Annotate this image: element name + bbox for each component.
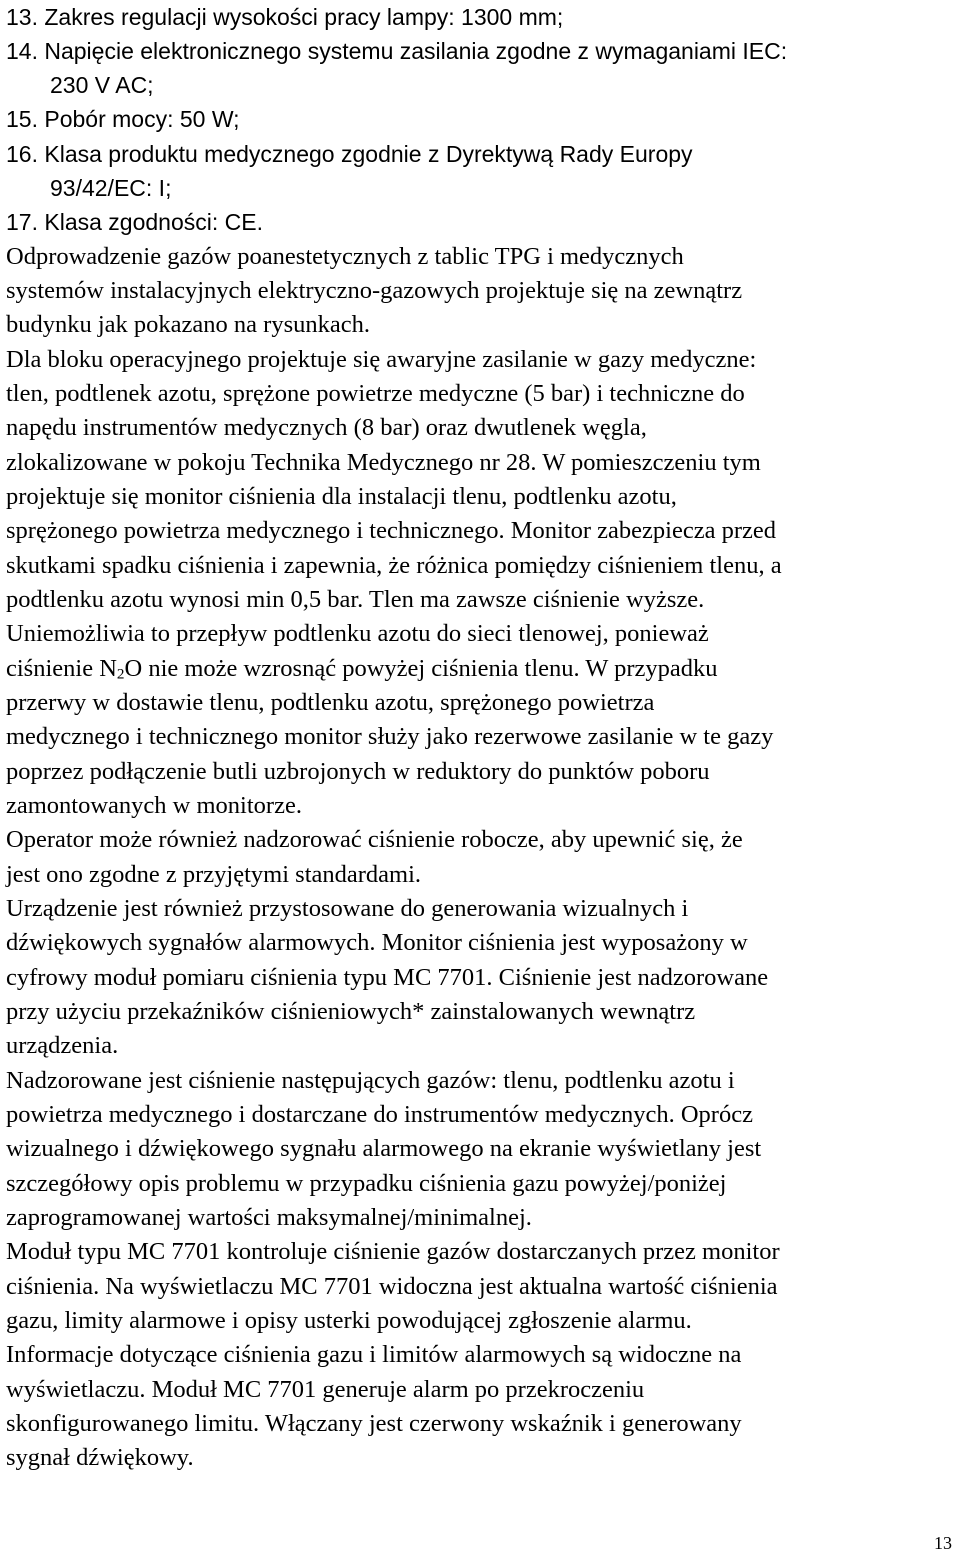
list-item: 17. Klasa zgodności: CE. (6, 209, 263, 235)
text-line: tlen, podtlenek azotu, sprężone powietrze medyczne (5 bar) i techniczne do (6, 380, 745, 407)
text-line: Operator może również nadzorować ciśnienie robocze, aby upewnić się, że (6, 826, 743, 853)
text-line: Moduł typu MC 7701 kontroluje ciśnienie gazów dostarczanych przez monitor (6, 1238, 780, 1265)
subscript: 2 (116, 665, 125, 683)
text-line: przy użyciu przekaźników ciśnieniowych* zainstalowanych wewnątrz (6, 998, 696, 1025)
text-line: cyfrowy moduł pomiaru ciśnienia typu MC 7701. Ciśnienie jest nadzorowane (6, 964, 769, 991)
list-item-continuation: 230 V AC; (50, 72, 154, 98)
text-line: Urządzenie jest również przystosowane do generowania wizualnych i (6, 895, 689, 922)
text-line: wyświetlaczu. Moduł MC 7701 generuje alarm po przekroczeniu (6, 1376, 645, 1403)
text-line: sygnał dźwiękowy. (6, 1444, 194, 1471)
text-line: szczegółowy opis problemu w przypadku ciśnienia gazu powyżej/poniżej (6, 1170, 727, 1197)
text-fragment: O nie może wzrosnąć powyżej ciśnienia tlenu. W przypadku (124, 655, 718, 682)
text-line: jest ono zgodne z przyjętymi standardami. (6, 861, 422, 888)
text-line: systemów instalacyjnych elektryczno-gazowych projektuje się na zewnątrz (6, 277, 743, 304)
list-item: 14. Napięcie elektronicznego systemu zasilania zgodne z wymaganiami IEC: (6, 38, 788, 64)
text-line: napędu instrumentów medycznych (8 bar) oraz dwutlenek węgla, (6, 414, 647, 441)
text-line: wizualnego i dźwiękowego sygnału alarmowego na ekranie wyświetlany jest (6, 1135, 762, 1162)
text-line: poprzez podłączenie butli uzbrojonych w reduktory do punktów poboru (6, 758, 710, 785)
list-item: 13. Zakres regulacji wysokości pracy lampy: 1300 mm; (6, 4, 564, 30)
text-line: skonfigurowanego limitu. Włączany jest czerwony wskaźnik i generowany (6, 1410, 742, 1437)
text-line: powietrza medycznego i dostarczane do instrumentów medycznych. Oprócz (6, 1101, 753, 1128)
page-number: 13 (934, 1533, 952, 1553)
list-item: 15. Pobór mocy: 50 W; (6, 106, 240, 132)
text-line: budynku jak pokazano na rysunkach. (6, 311, 370, 338)
text-line: przerwy w dostawie tlenu, podtlenku azotu, sprężonego powietrza (6, 689, 655, 716)
text-line: Informacje dotyczące ciśnienia gazu i limitów alarmowych są widoczne na (6, 1341, 742, 1368)
text-line: skutkami spadku ciśnienia i zapewnia, że różnica pomiędzy ciśnieniem tlenu, a (6, 552, 782, 579)
list-item: 16. Klasa produktu medycznego zgodnie z Dyrektywą Rady Europy (6, 141, 693, 167)
text-line: zlokalizowane w pokoju Technika Medycznego nr 28. W pomieszczeniu tym (6, 449, 761, 476)
list-item-continuation: 93/42/EC: I; (50, 175, 172, 201)
text-line: projektuje się monitor ciśnienia dla instalacji tlenu, podtlenku azotu, (6, 483, 677, 510)
text-line: Odprowadzenie gazów poanestetycznych z tablic TPG i medycznych (6, 243, 684, 270)
text-line: zaprogramowanej wartości maksymalnej/minimalnej. (6, 1204, 532, 1231)
text-line: zamontowanych w monitorze. (6, 792, 302, 819)
text-line: urządzenia. (6, 1032, 119, 1059)
text-line: sprężonego powietrza medycznego i technicznego. Monitor zabezpiecza przed (6, 517, 777, 544)
text-line: gazu, limity alarmowe i opisy usterki powodującej zgłoszenie alarmu. (6, 1307, 692, 1334)
text-line: Nadzorowane jest ciśnienie następujących gazów: tlenu, podtlenku azotu i (6, 1067, 735, 1094)
text-line: Dla bloku operacyjnego projektuje się awaryjne zasilanie w gazy medyczne: (6, 346, 757, 373)
text-line: Uniemożliwia to przepływ podtlenku azotu do sieci tlenowej, ponieważ (6, 620, 709, 647)
text-line: ciśnienia. Na wyświetlaczu MC 7701 widoczna jest aktualna wartość ciśnienia (6, 1273, 778, 1300)
text-fragment: ciśnienie N (6, 655, 117, 682)
text-line: podtlenku azotu wynosi min 0,5 bar. Tlen ma zawsze ciśnienie wyższe. (6, 586, 705, 613)
text-line: medycznego i technicznego monitor służy jako rezerwowe zasilanie w te gazy (6, 723, 774, 750)
text-line: dźwiękowych sygnałów alarmowych. Monitor ciśnienia jest wyposażony w (6, 929, 748, 956)
